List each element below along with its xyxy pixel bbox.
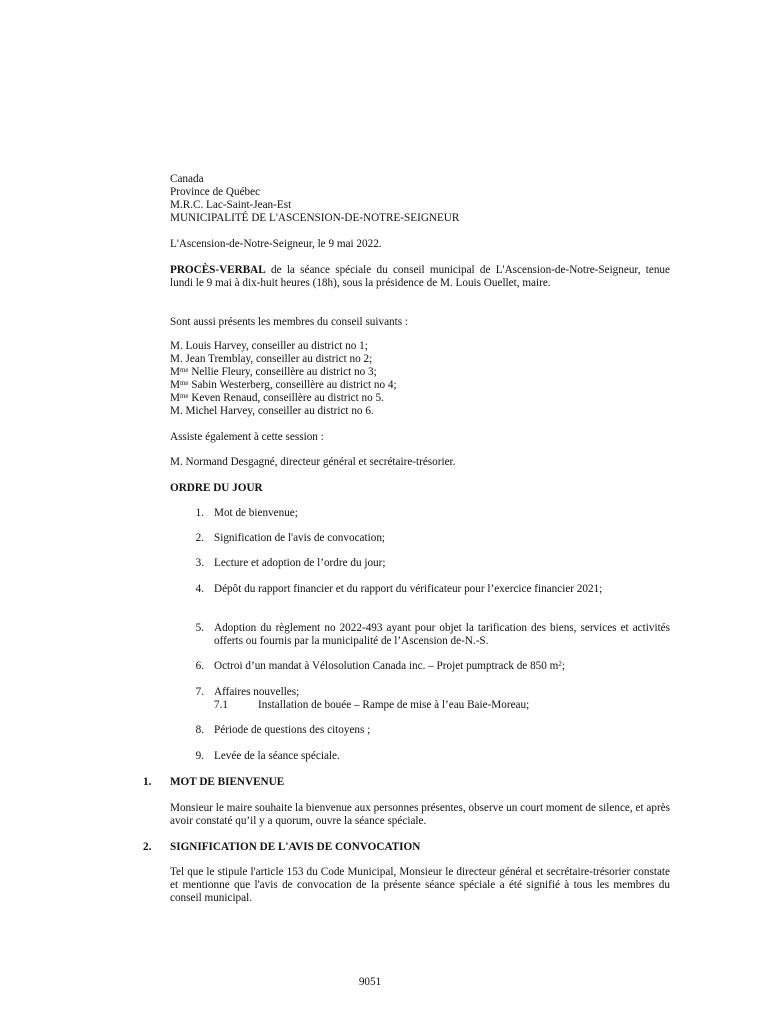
members-list (170, 340, 670, 418)
section-number: 2. (143, 841, 152, 853)
agenda-item: 4. Dépôt du rapport financier et du rapport du vérificateur pour l’exercice financier 2021; (195, 583, 603, 595)
proces-verbal-paragraph (170, 264, 670, 290)
section-body: Tel que le stipule l'article 153 du Code Municipal, Monsieur le directeur général et secrétaire-trésorier constate et mentionne que l'avis de convocation de la présente séance spéciale a été signifié à tous les membres du conseil municipal. (170, 866, 670, 904)
agenda-item: 1. Mot de bienvenue; (195, 507, 298, 519)
member-item: M. Jean Tremblay, conseiller au district no 2; (170, 353, 373, 365)
agenda-title: ORDRE DU JOUR (170, 482, 263, 494)
member-item: $M^{me}$ Sabin Westerberg, conseillère au district no 4; (170, 379, 397, 391)
agenda-item: 7. Affaires nouvelles; (195, 686, 300, 698)
section-number: 1. (143, 776, 152, 788)
section-heading (143, 841, 421, 854)
proces-verbal-text: de la séance spéciale du conseil municipal de L'Ascension-de-Notre-Seigneur, tenue lundi le 9 mai à dix-huit heures (18h), sous la présidence de M. Louis Ouellet, maire. (170, 264, 670, 289)
agenda-item: 5. Adoption du règlement no 2022-493 ayant pour objet la tarification des biens, services et activités offerts ou fournis par la municipalité de l’Ascension de-N.-S. (195, 622, 670, 647)
proces-verbal-label: PROCÈS-VERBAL (170, 264, 266, 276)
assist-intro: Assiste également à cette session : (170, 431, 324, 443)
agenda-subitem: 7.1 Installation de bouée – Rampe de mise à l’eau Baie-Moreau; (214, 699, 530, 711)
header-block (170, 173, 670, 225)
header-country: Canada (170, 173, 204, 185)
member-item: $M^{me}$ Nellie Fleury, conseillère au district no 3; (170, 366, 377, 378)
section-body: Monsieur le maire souhaite la bienvenue aux personnes présentes, observe un court moment de silence, et après avoir constaté qu’il y a quorum, ouvre la séance spéciale. (170, 802, 670, 827)
member-item: M. Louis Harvey, conseiller au district no 1; (170, 340, 368, 352)
section-title: SIGNIFICATION DE L'AVIS DE CONVOCATION (170, 841, 421, 853)
section-heading (143, 776, 285, 789)
agenda-item: 9. Levée de la séance spéciale. (195, 750, 340, 762)
header-mrc: M.R.C. Lac-Saint-Jean-Est (170, 199, 292, 211)
agenda-item: 3. Lecture et adoption de l’ordre du jour; (195, 557, 386, 569)
header-province: Province de Québec (170, 186, 261, 198)
assist-person: M. Normand Desgagné, directeur général et secrétaire-trésorier. (170, 456, 456, 468)
member-item: $M^{me}$ Keven Renaud, conseillère au district no 5. (170, 392, 384, 404)
agenda-item: 8. Période de questions des citoyens ; (195, 724, 371, 736)
present-intro: Sont aussi présents les membres du conseil suivants : (170, 316, 409, 328)
agenda-item: 2. Signification de l'avis de convocation; (195, 532, 386, 544)
date-line: L'Ascension-de-Notre-Seigneur, le 9 mai 2022. (170, 238, 382, 250)
member-item: M. Michel Harvey, conseiller au district no 6. (170, 405, 374, 417)
header-municipality: MUNICIPALITÉ DE L'ASCENSION-DE-NOTRE-SEIGNEUR (170, 212, 460, 224)
page-number: 9051 (358, 976, 382, 988)
agenda-item: 6. Octroi d’un mandat à Vélosolution Canada inc. – Projet pumptrack de 850 $m^2$; (195, 660, 565, 672)
section-title: MOT DE BIENVENUE (170, 776, 285, 788)
